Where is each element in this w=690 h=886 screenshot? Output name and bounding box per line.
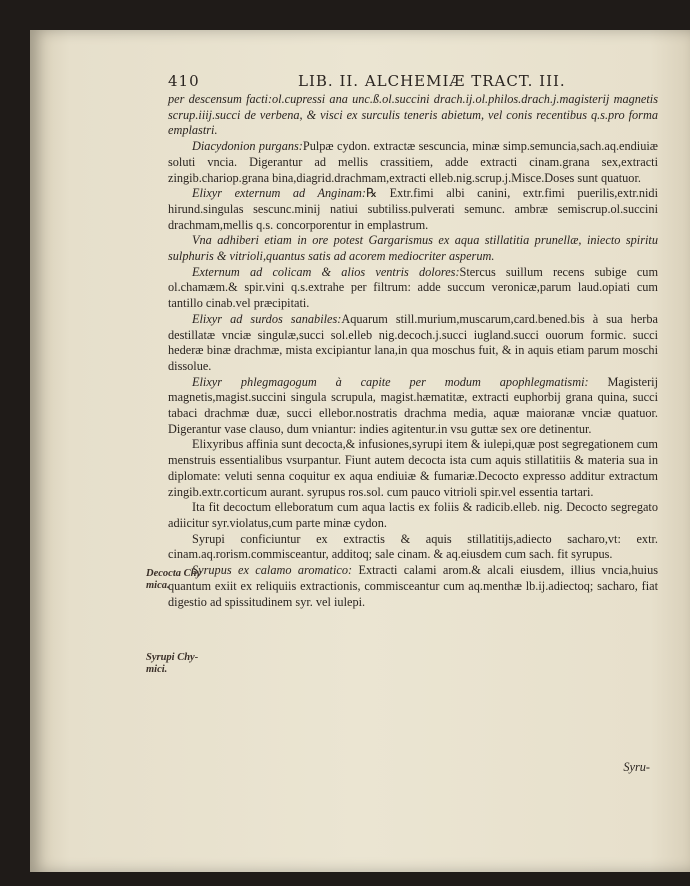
paragraph (168, 233, 658, 264)
text-segment: Aquarum still.murium,muscarum,card.bened.bis à sua herba destillatæ vnciæ singulæ,succi sol.elleb nig.decoch.j.succi iugland.succi ouorum formic. succi hederæ binæ drachmæ, mista excipiantur lana,in qua moschus fuit, & in aquis etiam parum moschi dissolue. (168, 311, 658, 373)
margin-note-line: mica. (146, 580, 170, 591)
paragraph (168, 375, 658, 438)
paragraph (168, 312, 658, 375)
recipe-title: Diacydonion purgans: (192, 139, 303, 154)
catchword: Syru- (623, 760, 650, 774)
margin-note (146, 652, 206, 676)
text-segment: Pulpæ cydon. extractæ sescuncia, minæ simp.semuncia,sach.aq.endiuiæ soluti vncia. Digerantur ad mellis crassitiem, adde extracti cinam.grana sex,extracti zingib.chariop.grana bina,diagrid.drachmam,extracti elleb.nig.scrup.j.Misce.Doses sunt quatuor. (168, 139, 658, 185)
paragraph (168, 92, 658, 139)
text-segment: ℞ Extr.fimi albi canini, extr.fimi puerilis,extr.nidi hirund.singulas sescunc.minij natiui subtiliss.pulverati semunc. ambræ semiscrup.ol.succini drachmam,mellis q.s. concorporentur in emplastrum. (168, 186, 659, 232)
running-title: LIB. II. ALCHEMIÆ TRACT. III. (298, 72, 566, 90)
body-text (168, 92, 658, 610)
text-segment: Extracti calami arom.& alcali eiusdem, illius vncia,huius quantum exiit ex reliquiis extractionis, commisceantur cum aq.menthæ lb.ij.adiectoq; sacharo, fiat digestio ad spissitudinem syr. vel iulepi. (168, 563, 659, 609)
paragraph (168, 139, 658, 186)
recipe-title: Syrupus ex calamo aromatico: (192, 563, 353, 578)
paragraph (168, 563, 658, 610)
paragraph (168, 532, 658, 563)
text-segment: Elixyribus affinia sunt decocta,& infusiones,syrupi item & iulepi,quæ post segregationem cum menstruis essentialibus vsurpantur. Fiunt autem decocta ista cum aquis stillatitiis & materia sua in diplomate: veluti senna coquitur ex aqua endiuiæ & fumariæ.Decocto expresso additur extractum zingib.extr.corticum aurant. syrupus ros.sol. cum pauco vitrioli spir.vel essentia tartari. (168, 437, 658, 499)
text-segment: Syrupi conficiuntur ex extractis & aquis stillatitijs,adiecto sacharo,vt: extr. cinam.aq.rorism.commisceantur, additoq; sale cinam. & aq.eiusdem cum sach. fit syrupus. (168, 531, 658, 562)
margin-note-line: mici. (146, 664, 168, 675)
text-segment: per descensum facti:ol.cupressi ana unc.ß.ol.succini drach.ij.ol.philos.drach.j.magisterij magnetis scrup.iiij.succi de verbena, & visci ex surculis teneris abietum, vel conis recentibus q.s.pro forma emplastri. (168, 92, 658, 138)
page-number: 410 (168, 72, 200, 90)
recipe-title: Elixyr externum ad Anginam: (192, 186, 367, 201)
margin-note-line: Decocta Chy (146, 568, 202, 579)
paragraph (168, 265, 658, 312)
margin-note-line: Syrupi Chy- (146, 652, 199, 663)
text-segment: Vna adhiberi etiam in ore potest Gargarismus ex aqua stillatitia prunellæ, iniecto spiritu sulphuris & vitrioli,quantus satis ad acorem mediocriter asperum. (168, 233, 658, 264)
recipe-title: Elixyr ad surdos sanabiles: (192, 311, 342, 326)
margin-note (146, 568, 206, 592)
paragraph (168, 437, 658, 500)
text-segment: Stercus suillum recens subige cum ol.chamæm.& spir.vini q.s.extrahe per filtrum: adde succum veronicæ,parum laud.opiati cum tantillo cinab.vel præcipitati. (168, 264, 659, 311)
text-segment: Magisterij magnetis,magist.succini singula scrupula, magist.hæmatitæ, extracti euphorbij grana quina, succi tabaci drachmæ duæ, succi ellebor.nostratis drachma media, aquæ maioranæ vnciæ quatuor. Digerantur vase clauso, dum vniantur: indies agitentur.in vsu guttæ sex ore detinentur. (168, 374, 658, 436)
text-segment: Ita fit decoctum elleboratum cum aqua lactis ex foliis & radicib.elleb. nig. Decocto segregato adiicitur syr.violatus,cum parte minæ cydon. (168, 500, 658, 530)
recipe-title: Elixyr phlegmagogum à capite per modum apophlegmatismi: (192, 374, 589, 389)
paragraph (168, 500, 658, 531)
recipe-title: Externum ad colicam & alios ventris dolores: (192, 264, 460, 279)
paragraph (168, 186, 658, 233)
